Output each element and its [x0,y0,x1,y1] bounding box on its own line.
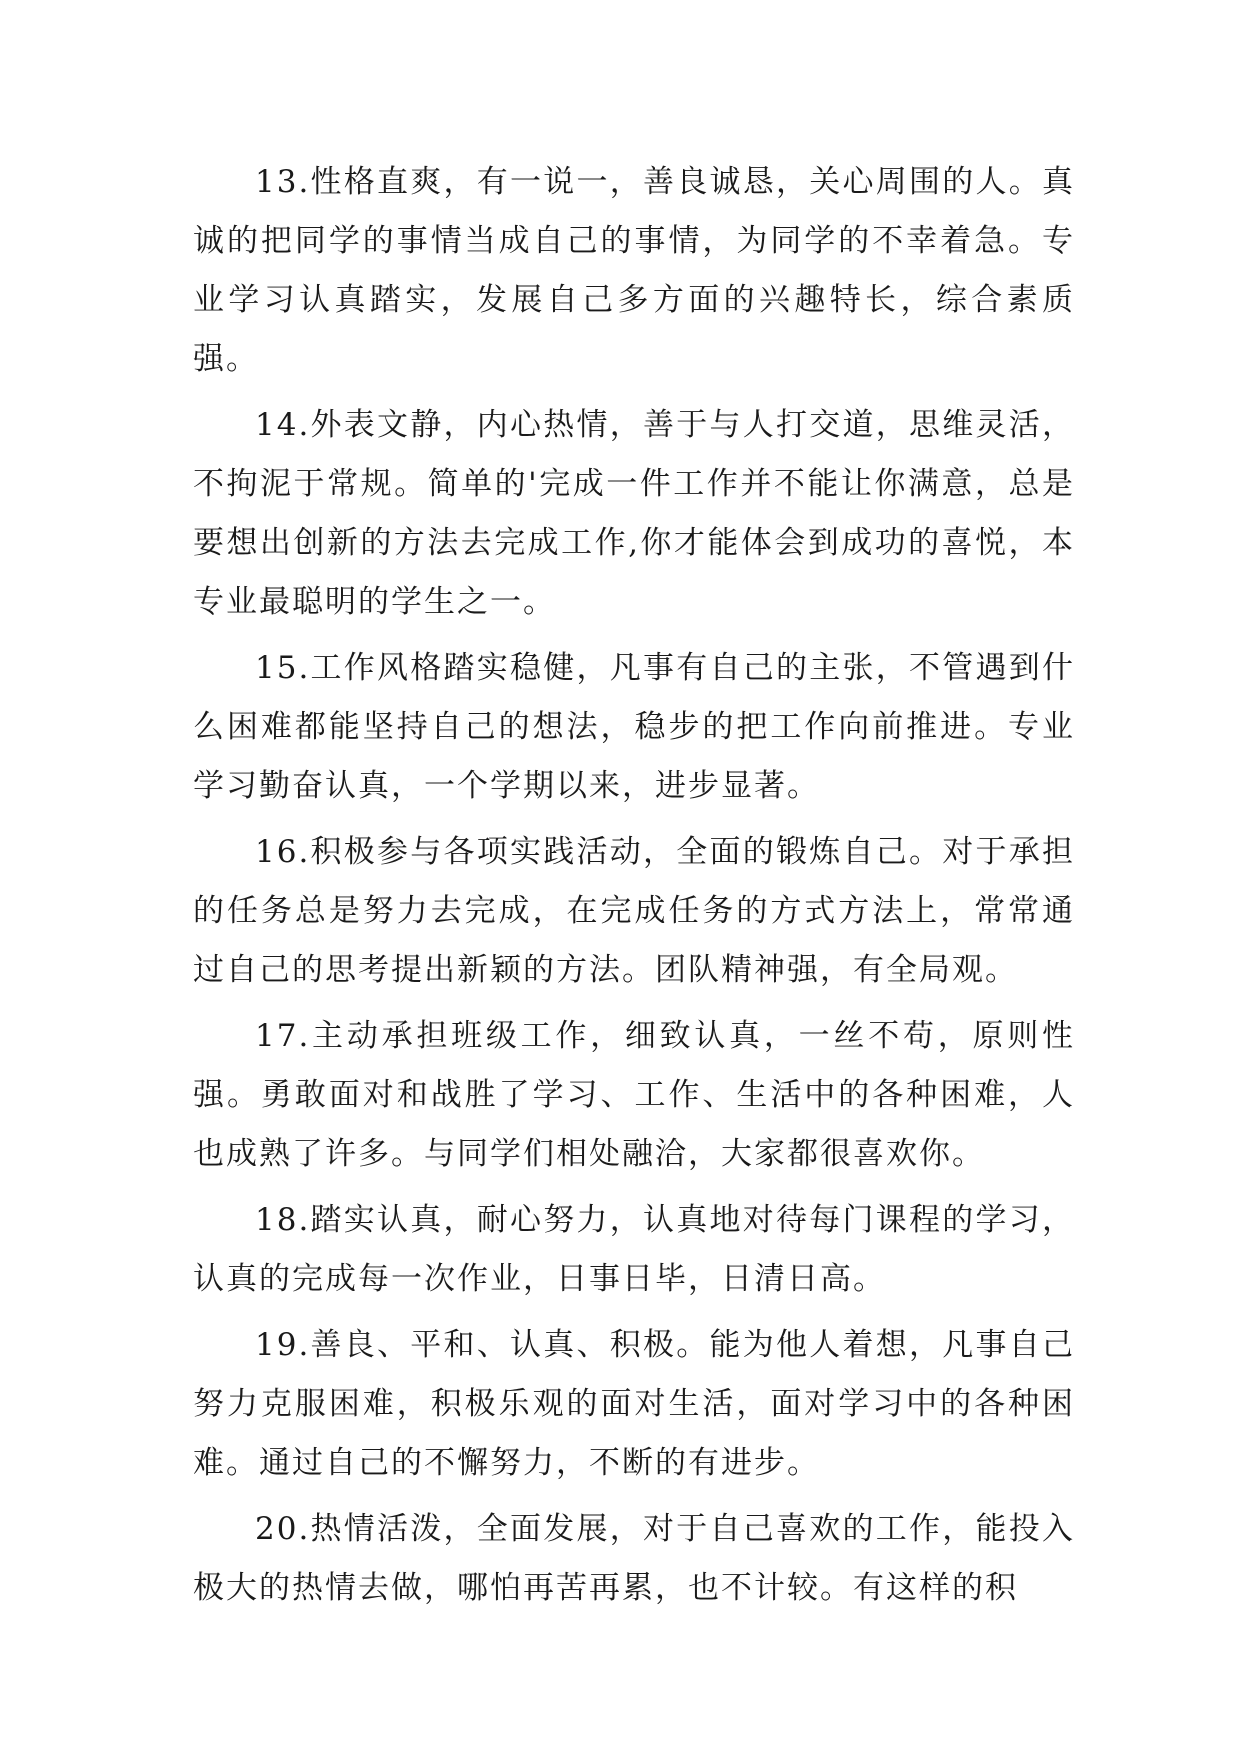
paragraph-14: 14.外表文静，内心热情，善于与人打交道，思维灵活，不拘泥于常规。简单的'完成一件工作并不能让你满意，总是要想出创新的方法去完成工作,你才能体会到成功的喜悦，本专业最聪明的学生之一。 [193,407,1075,620]
paragraph-17: 17.主动承担班级工作，细致认真，一丝不苟，原则性强。勇敢面对和战胜了学习、工作、生活中的各种困难，人也成熟了许多。与同学们相处融洽，大家都很喜欢你。 [193,1018,1075,1172]
document-body [193,153,1075,1625]
paragraph-20: 20.热情活泼，全面发展，对于自己喜欢的工作，能投入极大的热情去做，哪怕再苦再累，也不计较。有这样的积 [193,1511,1075,1606]
paragraph-19: 19.善良、平和、认真、积极。能为他人着想，凡事自己努力克服困难，积极乐观的面对生活，面对学习中的各种困难。通过自己的不懈努力，不断的有进步。 [193,1327,1075,1481]
paragraph-15: 15.工作风格踏实稳健，凡事有自己的主张，不管遇到什么困难都能坚持自己的想法，稳步的把工作向前推进。专业学习勤奋认真，一个学期以来，进步显著。 [193,650,1075,804]
paragraph-18: 18.踏实认真，耐心努力，认真地对待每门课程的学习，认真的完成每一次作业，日事日毕，日清日高。 [193,1202,1075,1297]
paragraph-16: 16.积极参与各项实践活动，全面的锻炼自己。对于承担的任务总是努力去完成，在完成任务的方式方法上，常常通过自己的思考提出新颖的方法。团队精神强，有全局观。 [193,834,1075,988]
paragraph-13: 13.性格直爽，有一说一，善良诚恳，关心周围的人。真诚的把同学的事情当成自己的事情，为同学的不幸着急。专业学习认真踏实，发展自己多方面的兴趣特长，综合素质强。 [193,164,1075,377]
